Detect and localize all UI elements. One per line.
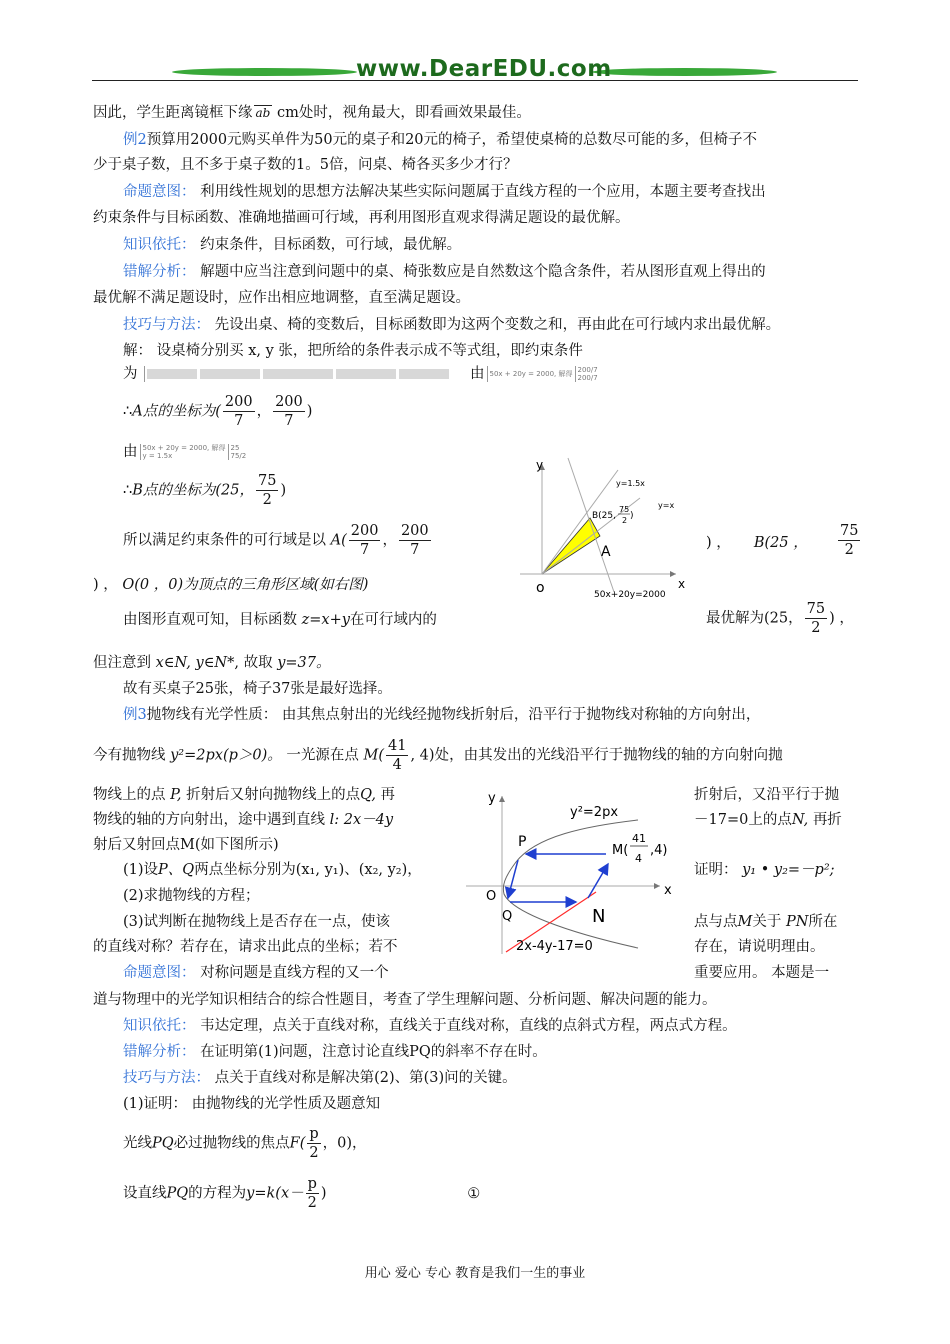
optimal-solution: 最优解为(25， $\frac{75}{2}$ ) ， <box>706 601 854 636</box>
question-3-line-2-right: 存在，请说明理由。 <box>694 939 825 955</box>
skill-3-line: 技巧与方法： 点关于直线对称是解决第(2)、第(3)问的关键。 <box>123 1070 517 1086</box>
line-budget <box>568 458 614 592</box>
example-3-line-3: 物线上的点 P, 折射后又射向抛物线上的点Q, 再 <box>93 787 396 803</box>
fig2-q-label: Q <box>502 909 513 924</box>
a-coordinate-line: ∴A点的坐标为( $\frac{200}{7}$ ， $\frac{200}{7}$ ) <box>123 394 313 429</box>
header-logo: www.DearEDU.com <box>356 56 612 82</box>
basis-3-line: 知识依托： 韦达定理，点关于直线对称，直线关于直线对称，直线的点斜式方程，两点式方程。 <box>123 1018 737 1034</box>
fig2-m-num: 41 <box>632 832 646 845</box>
fig1-lx-label: y=x <box>658 501 675 510</box>
question-1-right: 证明： y₁ • y₂=－p²; <box>694 862 835 878</box>
basis-line: 知识依托： 约束条件，目标函数，可行域，最优解。 <box>123 237 462 253</box>
fig1-a-label: A <box>601 544 611 560</box>
conclusion-line: 故有买桌子25张，椅子37张是最好选择。 <box>123 681 392 697</box>
example-3-line-1: 例3抛物线有光学性质： 由其焦点射出的光线经抛物线折射后，沿平行于抛物线对称轴的方向射出， <box>123 707 761 723</box>
fig2-m-den: 4 <box>635 852 642 865</box>
fig2-o-label: O <box>486 889 497 904</box>
example-3-line-4: 物线的轴的方向射出，途中遇到直线 l: 2x－4y <box>93 812 394 828</box>
fig2-n-label: N <box>592 906 606 927</box>
error-3-line: 错解分析： 在证明第(1)问题，注意讨论直线PQ的斜率不存在时。 <box>123 1044 547 1060</box>
b-coordinate-line: ∴B点的坐标为(25， $\frac{75}{2}$ ) <box>123 473 287 508</box>
line-equation: 设直线PQ的方程为y=k(x－ $\frac{p}{2}$ ) ① <box>123 1176 481 1211</box>
header-swoosh-left <box>172 68 357 76</box>
intent-line-1: 命题意图： 利用线性规划的思想方法解决某些实际问题属于直线方程的一个应用，本题主要考查找出 <box>123 184 766 200</box>
feasible-region-figure <box>490 452 696 604</box>
question-1: (1)设P、Q两点坐标分别为(x₁, y₁)、(x₂, y₂)， <box>123 862 422 878</box>
fig1-y-label: y <box>536 458 544 472</box>
fig1-b-close: ) <box>630 511 634 521</box>
fig2-line-label: 2x-4y-17=0 <box>516 939 593 954</box>
example-2-line-1: 例2预算用2000元购买单件为50元的桌子和20元的椅子，希望使桌椅的总数尽可能的多，但椅子不 <box>123 132 758 148</box>
intent-line-2: 约束条件与目标函数、准确地描画可行域，再利用图形直观求得满足题设的最优解。 <box>93 210 630 226</box>
sqrt-ab: ab <box>255 106 271 120</box>
fig2-m-label: M( <box>612 843 629 858</box>
fig1-b-num: 75 <box>619 505 630 514</box>
example-2-tag: 例2 <box>123 132 147 148</box>
equation-number: ① <box>467 1185 481 1202</box>
fig1-b-label: B(25, <box>592 511 616 521</box>
proof-line: (1)证明： 由抛物线的光学性质及题意知 <box>123 1096 381 1112</box>
fig1-budget-label: 50x+20y=2000 <box>594 590 666 600</box>
solve-system-1: 由 50x + 20y = 2000, 解得 200/7 200/7 <box>470 366 598 382</box>
text-line-1: 因此，学生距离镜框下缘 ab cm处时，视角最大，即看画效果最佳。 <box>93 105 531 121</box>
error-line-1: 错解分析： 解题中应当注意到问题中的桌、椅张数应是自然数这个隐含条件，若从图形直观上得出的 <box>123 264 766 280</box>
feasible-line-2: ) ， O(0 ，0)为顶点的三角形区域(如右图) <box>93 577 369 593</box>
fig2-p-label: P <box>518 834 527 850</box>
example-3-line-5: 射后又射回点M(如下图所示) <box>93 837 279 853</box>
natural-number-line: 但注意到 x∈N, y∈N*, 故取 y=37。 <box>93 655 331 671</box>
parabola-figure <box>466 782 692 960</box>
fig1-l15-label: y=1.5x <box>616 479 645 488</box>
fig2-x-label: x <box>664 883 672 898</box>
focus-line: 光线PQ必过抛物线的焦点F( $\frac{p}{2}$ ，0)， <box>123 1126 367 1161</box>
header-rule <box>92 80 858 81</box>
fig1-x-label: x <box>678 577 686 591</box>
page-footer: 用心 爱心 专心 教育是我们一生的事业 <box>364 1266 586 1281</box>
fig1-o-label: o <box>536 580 545 596</box>
intent-3-line: 命题意图： 对称问题是直线方程的又一个 <box>123 965 389 981</box>
constraint-line: 为 <box>123 362 452 383</box>
header-swoosh-right <box>592 68 777 76</box>
skill-line: 技巧与方法： 先设出桌、椅的变数后，目标函数即为这两个变数之和，再由此在可行域内求出最优解。 <box>123 317 781 333</box>
question-2: (2)求抛物线的方程； <box>123 888 260 904</box>
feasible-frac-75-2: $\frac{75}{2}$ <box>840 523 859 558</box>
ray-n-to-m <box>588 864 608 898</box>
example-2-line-2: 少于桌子数，且不多于桌子数的1。5倍，问桌、椅各买多少才行？ <box>93 157 518 173</box>
feasible-line: 所以满足约束条件的可行域是以 A( $\frac{200}{7}$ ， $\frac{200}{7}$ <box>123 523 429 558</box>
intent-3-line-right: 重要应用。 本题是一 <box>694 965 830 981</box>
question-3: (3)试判断在抛物线上是否存在一点，使该 <box>123 914 391 930</box>
solution-line: 解： 设桌椅分别买 x, y 张，把所给的条件表示成不等式组，即约束条件 <box>123 343 583 359</box>
question-3-line-2: 的直线对称？若存在，请求出此点的坐标；若不 <box>93 939 398 955</box>
error-line-2: 最优解不满足题设时，应作出相应地调整，直至满足题设。 <box>93 290 470 306</box>
objective-line: 由图形直观可知，目标函数 z=x+y在可行域内的 <box>123 612 437 628</box>
example-3-line-2: 今有抛物线 y²=2px(p＞0)。 一光源在点 M( $\frac{41}{4}$ , 4)处，由其发出的光线沿平行于抛物线的轴的方向射向抛 <box>93 738 783 773</box>
fig2-curve-label: y²=2px <box>570 805 619 820</box>
fig2-m-close: ,4) <box>650 843 668 858</box>
feasible-line-right: ) ， B(25 ， <box>706 535 808 551</box>
example-3-line-4-right: －17=0上的点N, 再折 <box>694 812 842 828</box>
question-3-right: 点与点M关于 PN所在 <box>694 914 838 930</box>
solve-system-2: 由 50x + 20y = 2000, 解得 y = 1.5x 25 75/2 <box>123 444 247 460</box>
example-3-tag: 例3 <box>123 707 147 723</box>
example-3-line-3-right: 折射后，又沿平行于抛 <box>694 787 839 803</box>
fig1-b-den: 2 <box>622 516 628 525</box>
fig2-y-label: y <box>488 791 496 806</box>
intent-3-line-2: 道与物理中的光学知识相结合的综合性题目，考查了学生理解问题、分析问题、解决问题的能力。 <box>93 992 717 1008</box>
